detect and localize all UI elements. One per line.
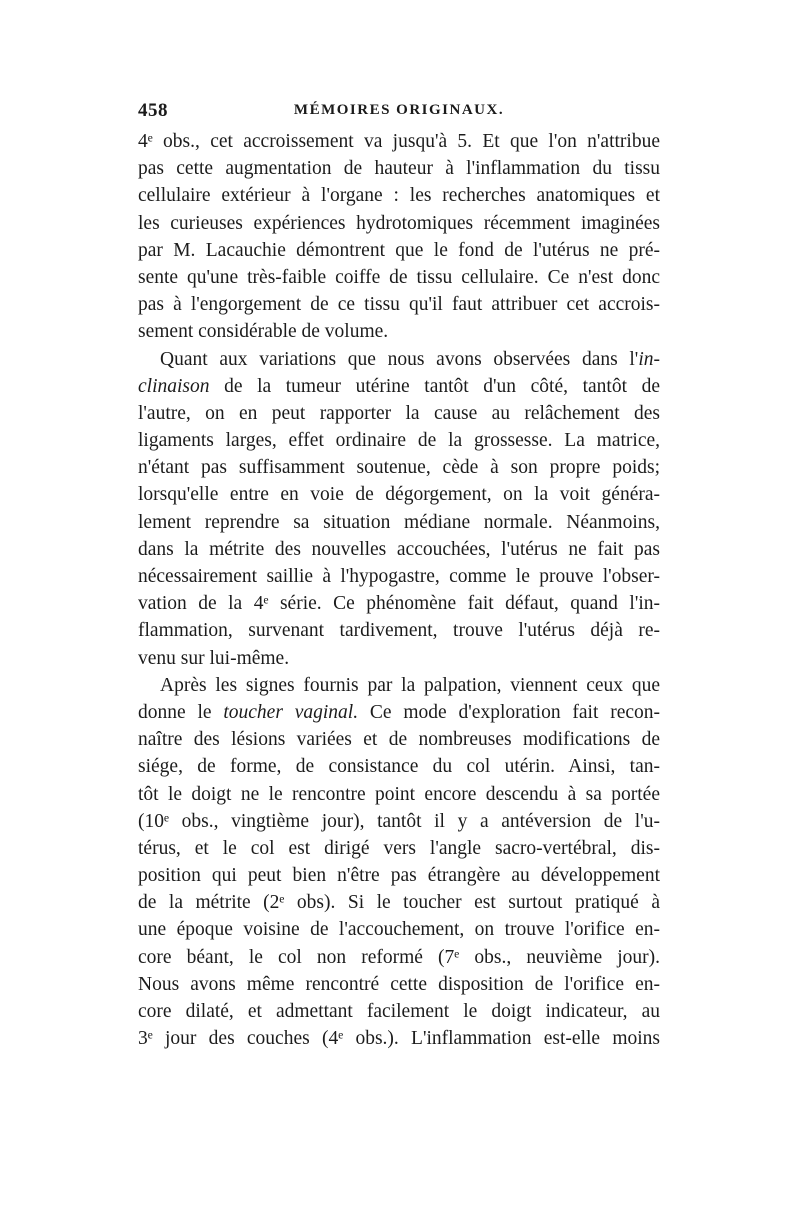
line-text: 4ᵉ obs., cet accroissement va jusqu'à 5. Et que l'on n'attribue (138, 131, 660, 152)
page-header (138, 100, 660, 126)
text-line (138, 862, 660, 889)
text-line (138, 672, 660, 699)
body-text (138, 128, 660, 1052)
text-line (138, 400, 660, 427)
text-line (138, 753, 660, 780)
line-text: cellulaire extérieur à l'organe : les recherches anatomiques et (138, 185, 660, 207)
line-text: venu sur lui-même. (138, 647, 290, 669)
italic-text: in- (638, 348, 660, 370)
text-line (138, 128, 660, 155)
line-text: (10ᵉ obs., vingtième jour), tantôt il y a antéversion de l'u- (138, 810, 660, 832)
line-text: sement considérable de volume. (138, 321, 389, 343)
text-line (138, 155, 660, 182)
line-text: position qui peut bien n'être pas étrangère au développement (138, 865, 660, 887)
text-line (138, 264, 660, 291)
text-line (138, 699, 660, 726)
text-line (138, 427, 660, 454)
text-line (138, 291, 660, 318)
text-line (138, 808, 660, 835)
italic-text: toucher vaginal. (223, 701, 359, 723)
page-number: 458 (138, 100, 168, 121)
text-line (138, 835, 660, 862)
line-text: nécessairement saillie à l'hypogastre, comme le prouve l'obser- (138, 566, 660, 587)
text-line (138, 590, 660, 617)
text-line (138, 210, 660, 237)
line-text: sente qu'une très-faible coiffe de tissu cellulaire. Ce n'est donc (138, 266, 660, 288)
line-text: l'autre, on en peut rapporter la cause au relâchement des (138, 402, 660, 424)
line-text: dans la métrite des nouvelles accouchées, l'utérus ne fait pas (138, 538, 660, 560)
line-text: les curieuses expériences hydrotomiques récemment imaginées (138, 212, 660, 234)
line-text: core dilaté, et admettant facilement le doigt indicateur, au (138, 1001, 660, 1022)
line-text: flammation, survenant tardivement, trouve l'utérus déjà re- (138, 620, 660, 642)
line-text: donne le (138, 701, 224, 723)
text-line (138, 182, 660, 209)
text-line (138, 726, 660, 753)
text-line (138, 617, 660, 644)
line-text: Ce mode d'exploration fait recon- (358, 701, 660, 723)
line-text: lement reprendre sa situation médiane normale. Néanmoins, (138, 511, 660, 533)
text-line (138, 645, 660, 672)
line-text: core béant, le col non reformé (7ᵉ obs., neuvième jour). (138, 946, 660, 968)
line-text: par M. Lacauchie démontrent que le fond de l'utérus ne pré- (138, 239, 660, 261)
text-line (138, 346, 660, 373)
text-line (138, 454, 660, 481)
line-text: tôt le doigt ne le rencontre point encore descendu à sa portée (138, 783, 660, 805)
text-line (138, 889, 660, 916)
text-line (138, 563, 660, 590)
text-line (138, 1025, 660, 1052)
line-text: de la métrite (2ᵉ obs). Si le toucher est surtout pratiqué à (138, 892, 660, 914)
text-line (138, 971, 660, 998)
text-line (138, 781, 660, 808)
running-head: MÉMOIRES ORIGINAUX. (293, 102, 505, 118)
line-text: térus, et le col est dirigé vers l'angle sacro-vertébral, dis- (138, 837, 660, 859)
text-line (138, 373, 660, 400)
line-text: 3ᵉ jour des couches (4ᵉ obs.). L'inflammation est-elle moins (138, 1028, 660, 1050)
line-text: naître des lésions variées et de nombreuses modifications de (138, 729, 660, 751)
line-text: une époque voisine de l'accouchement, on trouve l'orifice en- (138, 919, 660, 941)
line-text: Après les signes fournis par la palpation, viennent ceux que (160, 674, 660, 696)
line-text: vation de la 4ᵉ série. Ce phénomène fait défaut, quand l'in- (138, 593, 660, 615)
text-line (138, 916, 660, 943)
line-text: lorsqu'elle entre en voie de dégorgement, on la voit généra- (138, 484, 660, 506)
line-text: Nous avons même rencontré cette disposition de l'orifice en- (138, 973, 660, 995)
line-text: n'étant pas suffisamment soutenue, cède à son propre poids; (138, 457, 660, 479)
text-line (138, 944, 660, 971)
text-line (138, 318, 660, 345)
text-line (138, 536, 660, 563)
text-line (138, 509, 660, 536)
text-line (138, 998, 660, 1025)
line-text: ligaments larges, effet ordinaire de la grossesse. La matrice, (138, 430, 660, 452)
text-line (138, 237, 660, 264)
text-line (138, 481, 660, 508)
line-text: pas cette augmentation de hauteur à l'inflammation du tissu (138, 158, 660, 180)
line-text: Quant aux variations que nous avons observées dans l' (160, 348, 639, 370)
line-text: pas à l'engorgement de ce tissu qu'il faut attribuer cet accrois- (138, 294, 660, 316)
italic-text: clinaison (138, 375, 210, 397)
line-text: siége, de forme, de consistance du col utérin. Ainsi, tan- (138, 756, 660, 778)
line-text: de la tumeur utérine tantôt d'un côté, tantôt de (209, 375, 660, 397)
